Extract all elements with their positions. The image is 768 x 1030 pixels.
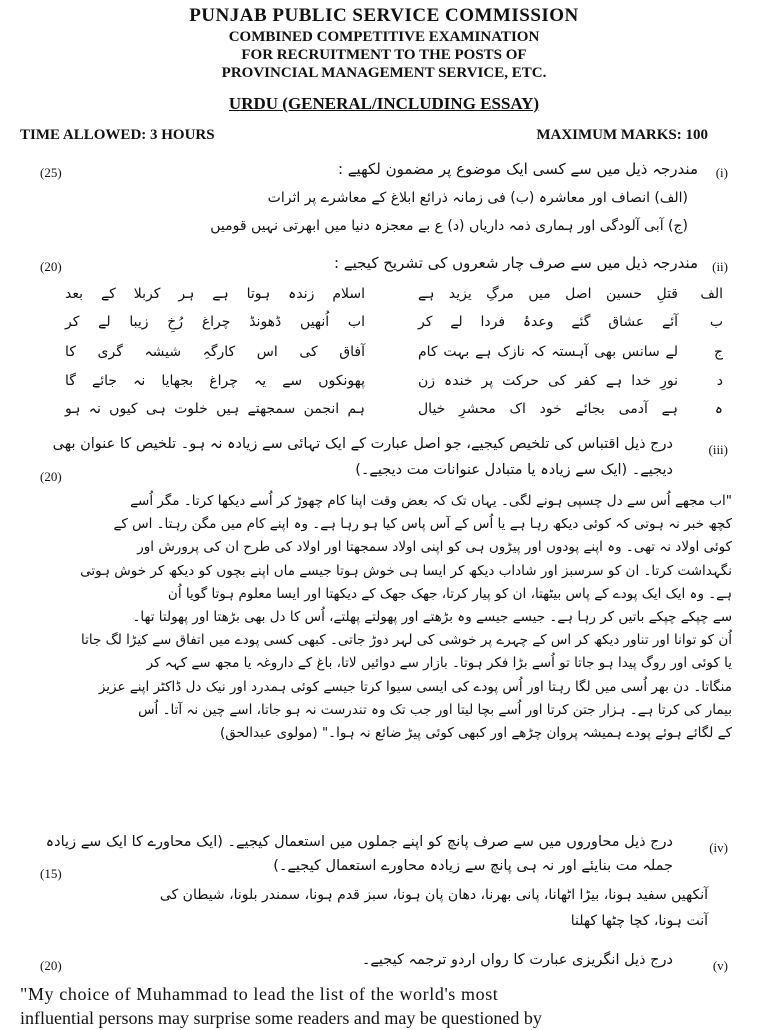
question-number: (ii): [712, 259, 728, 274]
question-marks: (15): [40, 866, 62, 881]
couplet-second-line: ہم انجمن سمجھتے ہیں خلوت ہی کیوں نہ ہو: [65, 401, 365, 417]
couplet-first-line: آئے عشاق گئے وعدۂ فردا لے کر: [418, 314, 678, 330]
recruitment-line: FOR RECRUITMENT TO THE POSTS OF: [241, 47, 527, 63]
couplet-first-line: قتلِ حسین اصل میں مرگِ یزید ہے: [418, 286, 678, 302]
essay-options: (الف) انصاف اور معاشرہ (ب) فی زمانہ ذرائع ابلاغ کے معاشرے پر اثرات: [267, 190, 688, 206]
passage-line: کچھ خبر نہ ہوتی کہ کوئی دیکھ رہا ہے یا اُس کے آس پاس کیا ہو رہا ہے۔ وہ اپنے کام میں مگن رہتا۔ اس کے: [113, 516, 732, 533]
exam-title: COMBINED COMPETITIVE EXAMINATION: [228, 29, 540, 45]
question-prompt: مندرجہ ذیل میں سے کسی ایک موضوع پر مضمون لکھیے :: [337, 160, 698, 178]
essay-options: (ج) آبی آلودگی اور ہماری ذمہ داریاں (د) ع بے معجزہ دنیا میں ابھرتی نہیں قومیں: [210, 218, 688, 234]
couplet-first-line: ہے آدمی بجائے خود اک محشرِ خیال: [418, 401, 678, 417]
question-number: (iv): [709, 840, 728, 855]
question-marks: (20): [40, 469, 62, 484]
couplet-label: د: [716, 373, 723, 389]
idioms-list: آنکھیں سفید ہونا، بیڑا اٹھانا، پانی بھرنا، دھان پان ہونا، سبز قدم ہونا، سمندر بلونا، شیطان کی: [159, 887, 708, 903]
english-line: "My choice of Muhammad to lead the list of the world's most: [20, 984, 499, 1004]
passage-line: یا کوئی اور روگ پیدا ہو جاتا تو اُسے بڑا فکر ہوتا۔ بازار سے دوائیں لاتا، باغ کے داروغہ یا مجھ سے کہہ کر: [146, 655, 732, 672]
subject-title: URDU (GENERAL/INCLUDING ESSAY): [228, 94, 540, 113]
couplet-second-line: آفاق کی اس کارگہِ شیشہ گری کا: [65, 344, 365, 360]
question-marks: (20): [40, 958, 62, 973]
couplet-second-line: اب اُنھیں ڈھونڈ چراغ رُخِ زیبا لے کر: [65, 314, 365, 330]
question-prompt: درج ذیل انگریزی عبارت کا رواں اردو ترجمہ کیجیے۔: [361, 952, 673, 968]
passage-line: سے چپکے چپکے باتیں کر رہا ہے۔ جیسے جیسے وہ بڑھتے اور پھولتے پھلتے، اُس کا دل بھی بڑھتا اور پھولتا تھا۔: [132, 609, 732, 626]
translation-passage: [20, 982, 720, 1030]
passage-line: منگاتا۔ دن بھر اُسی میں لگا رہتا اور اُس پودے کی ایسی سیوا کرتا جیسے کوئی ہمدرد اور نیک دل ڈاکٹر اپنے عزیز: [98, 678, 732, 695]
question-marks: (25): [40, 165, 62, 180]
commission-title: PUNJAB PUBLIC SERVICE COMMISSION: [189, 5, 579, 26]
question-number: (iii): [708, 442, 728, 457]
couplet-second-line: اسلام زندہ ہوتا ہے ہر کربلا کے بعد: [65, 286, 365, 302]
couplet-second-line: پھونکوں سے یہ چراغ بجھایا نہ جائے گا: [65, 373, 365, 389]
couplet-label: ہ: [714, 401, 723, 417]
couplet-label: ج: [713, 344, 723, 360]
passage-line: بیمار کی کرتا ہے۔ ہزار جتن کرتا اور اُسے بچا لیتا اور جب تک وہ تندرست نہ ہو جاتا، اسے چین نہ آتا۔ اُس: [138, 701, 732, 718]
maximum-marks: MAXIMUM MARKS: 100: [536, 127, 708, 143]
idioms-list-continued: آنت ہونا، کچا چٹھا کھلنا: [570, 913, 708, 929]
time-allowed: TIME ALLOWED: 3 HOURS: [20, 127, 215, 143]
passage-line: اُن کو توانا اور تناور دیکھ کر اس کے چہرے پر خوشی کی لہر دوڑ جاتی۔ کبھی کسی پودے میں اتفاق سے کیڑا لگ جاتا: [81, 632, 732, 649]
question-number: (i): [715, 165, 728, 180]
passage-line: نگہداشت کرتا۔ ان کو سرسبز اور شاداب دیکھ کر ایسا ہی خوش ہوتا جیسے ماں اپنے بچوں کو دیکھ کر خوش ہوتی: [80, 562, 732, 579]
question-prompt: مندرجہ ذیل میں سے صرف چار شعروں کی تشریح کیجیے :: [333, 254, 698, 272]
service-line: PROVINCIAL MANAGEMENT SERVICE, ETC.: [221, 65, 547, 81]
passage-line: کوئی اولاد نہ تھی۔ وہ اپنے پودوں اور پیڑوں ہی کو اپنی اولاد سمجھتا اور اولاد کی طرح ان کی پرورش اور: [137, 539, 732, 556]
couplet-label: الف: [700, 286, 723, 302]
question-prompt-continued: دیجیے۔ (ایک سے زیادہ یا متبادل عنوانات مت دیجیے۔): [355, 462, 673, 478]
passage-line: کے لگائے ہوئے پودے ہمیشہ پروان چڑھے اور کبھی کوئی پیڑ ضائع نہ ہوا۔" (مولوی عبدالحق): [219, 725, 732, 742]
couplet-first-line: لے سانس بھی آہستہ کہ نازک ہے بہت کام: [418, 344, 678, 360]
passage-line: ہے۔ وہ ایک ایک پودے کے پاس بیٹھتا، ان کو پیار کرتا، جھک جھک کے دیکھتا اور ایسا معلوم ہوتا گویا اُن: [167, 585, 732, 602]
couplet-first-line: نورِ خدا ہے کفر کی حرکت پر خندہ زن: [418, 373, 678, 389]
question-prompt: درج ذیل اقتباس کی تلخیص کیجیے، جو اصل عبارت کے ایک تہائی سے زیادہ نہ ہو۔ تلخیص کا عنوان بھی: [52, 436, 673, 452]
question-number: (v): [712, 958, 728, 973]
summary-passage: [20, 490, 732, 745]
passage-line: "اب مجھے اُس سے دل چسپی ہونے لگی۔ یہاں تک کہ بعض وقت اپنا کام چھوڑ کر اُسے دیکھا کرتا۔ مگر اُسے: [130, 493, 732, 509]
question-prompt: درج ذیل محاوروں میں سے صرف پانچ کو اپنے جملوں میں استعمال کیجیے۔ (ایک محاورے کا ایک سے زیادہ: [45, 834, 673, 850]
english-line: influential persons may surprise some readers and may be questioned by: [20, 1008, 542, 1028]
question-prompt-continued: جملہ مت بنایئے اور نہ ہی پانچ سے زیادہ محاورے استعمال کیجیے۔): [273, 858, 673, 874]
question-marks: (20): [40, 259, 62, 274]
couplet-label: ب: [709, 314, 723, 330]
